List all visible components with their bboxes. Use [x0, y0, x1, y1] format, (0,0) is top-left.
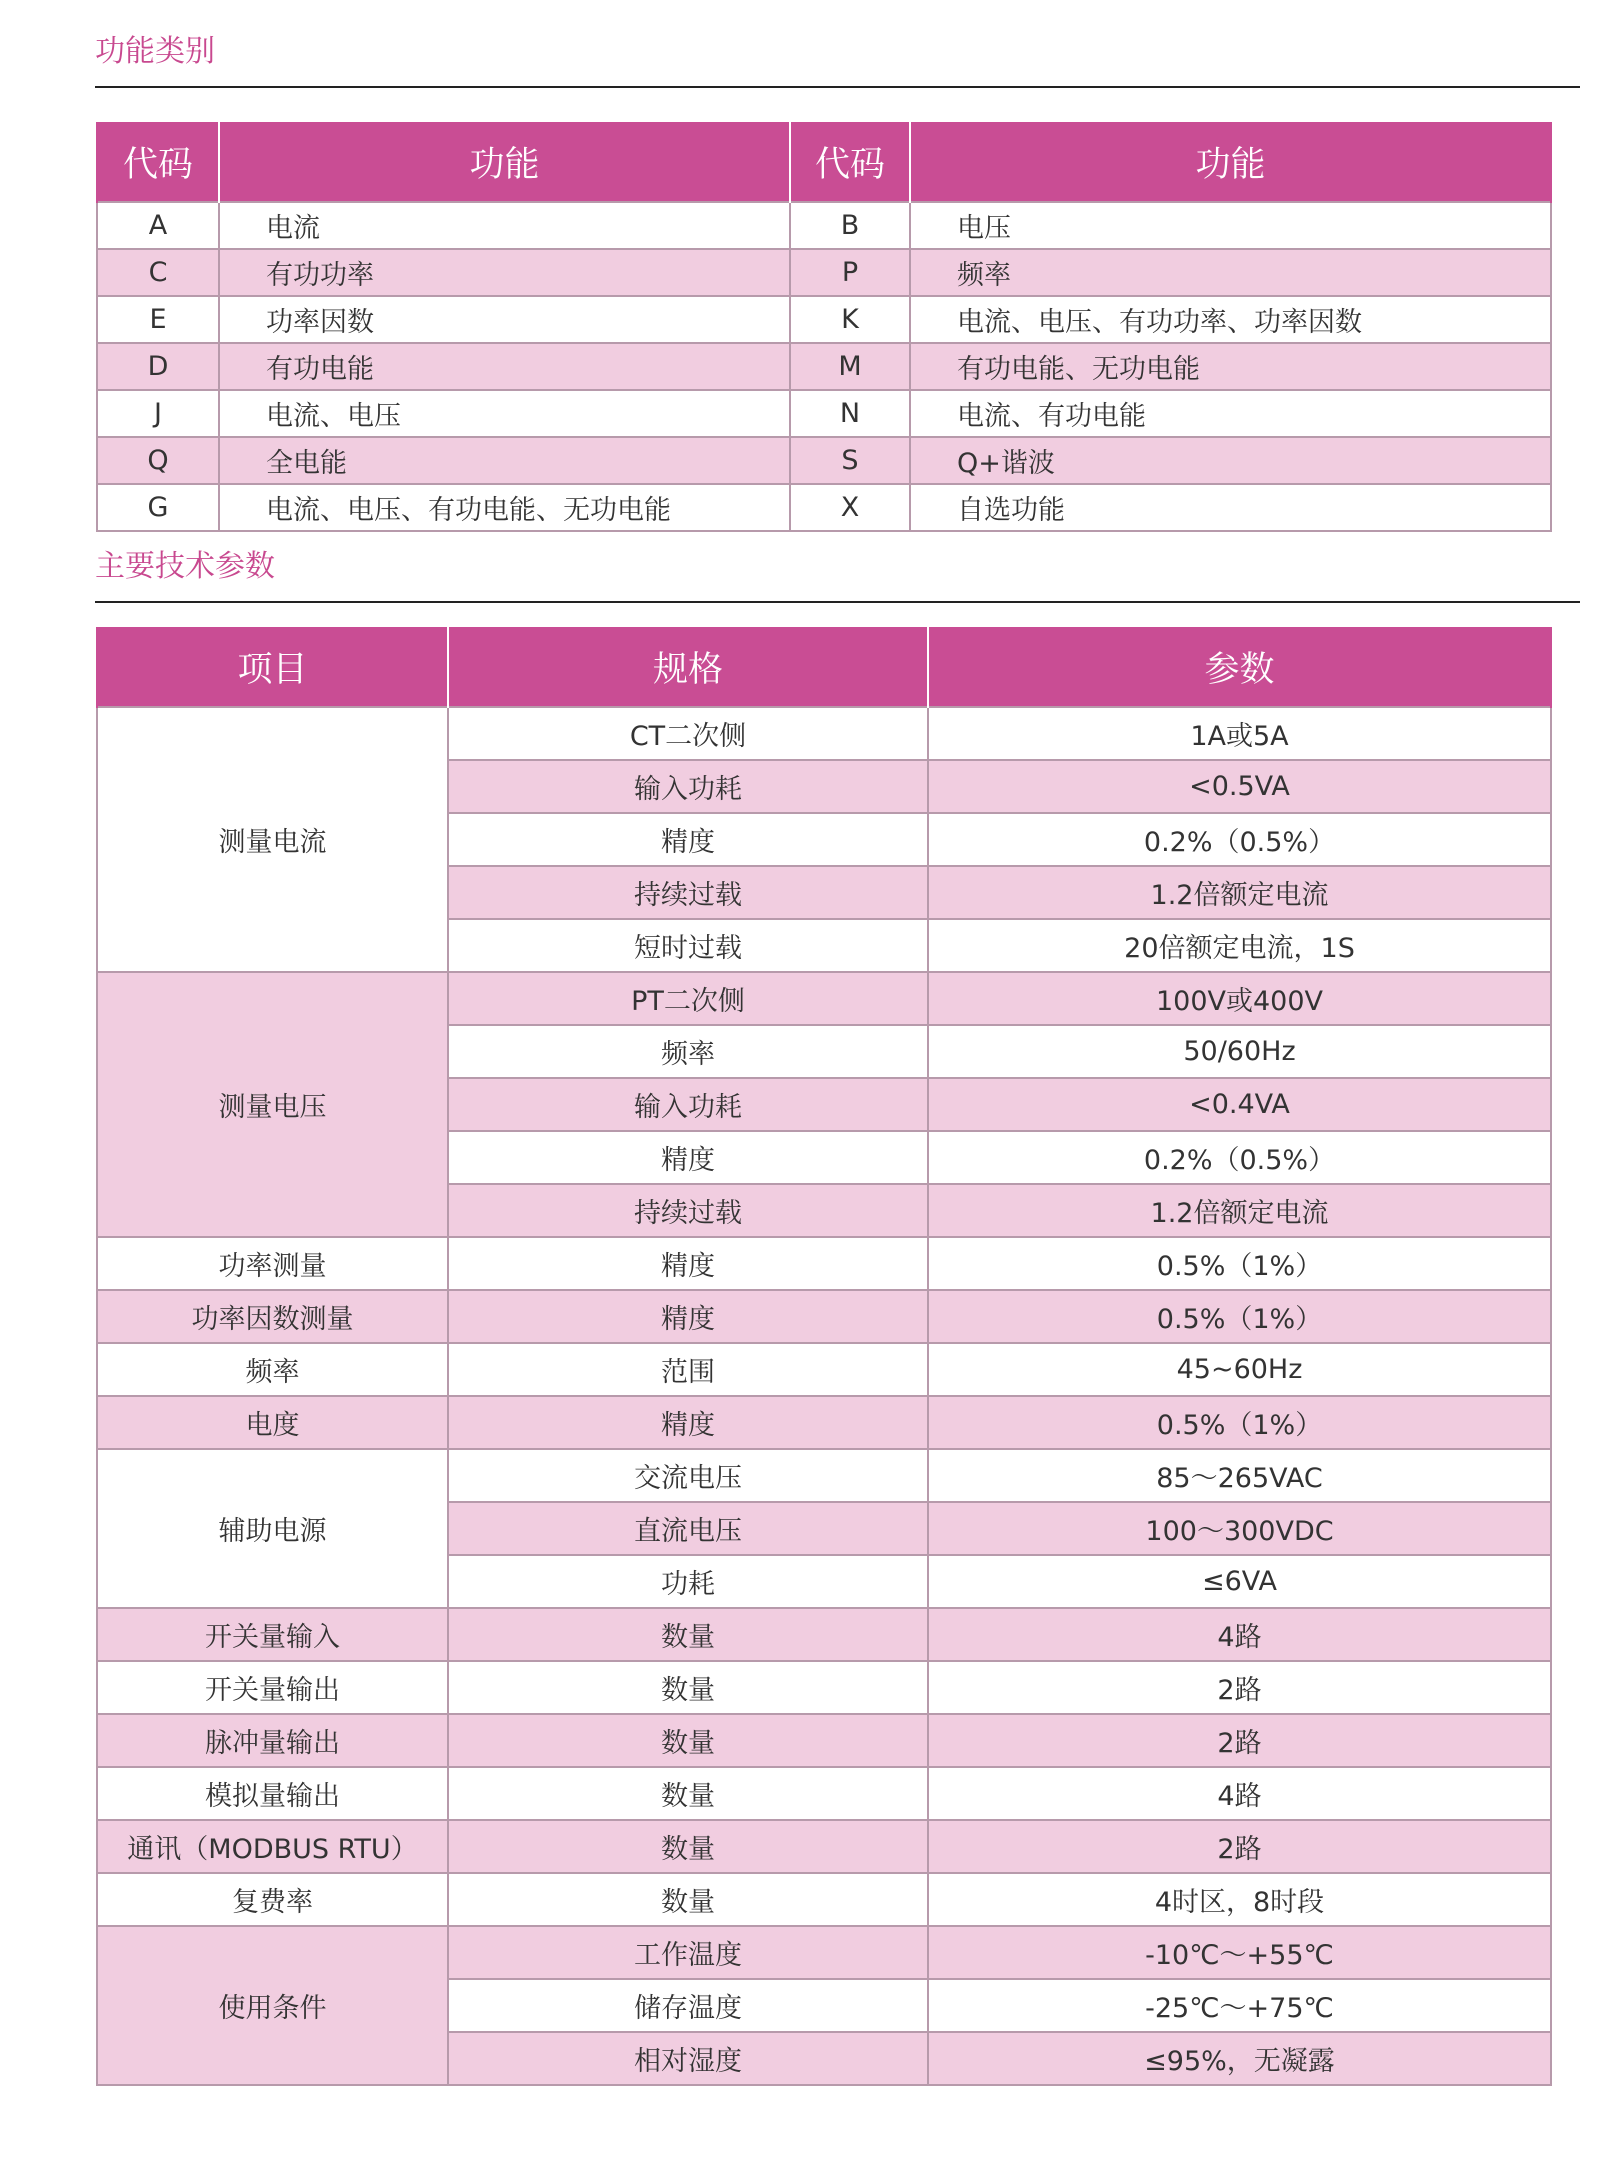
item-cell: 测量电压 — [97, 972, 448, 1237]
header-item: 项目 — [97, 627, 448, 707]
table-row — [97, 707, 1551, 760]
table-row — [97, 1767, 1551, 1820]
value-cell: -10℃～+55℃ — [928, 1926, 1551, 1979]
item-cell: 使用条件 — [97, 1926, 448, 2085]
item-cell: 频率 — [97, 1343, 448, 1396]
function-cell: 功率因数 — [219, 296, 790, 343]
spec-cell: 精度 — [448, 1237, 928, 1290]
code-cell: B — [790, 202, 910, 249]
table-row — [97, 437, 1551, 484]
spec-cell: 相对湿度 — [448, 2032, 928, 2085]
spec-cell: 精度 — [448, 813, 928, 866]
spec-cell: 直流电压 — [448, 1502, 928, 1555]
table-row — [97, 296, 1551, 343]
code-cell: K — [790, 296, 910, 343]
header-code: 代码 — [790, 122, 910, 202]
spec-cell: 数量 — [448, 1661, 928, 1714]
function-cell: 全电能 — [219, 437, 790, 484]
item-cell: 开关量输出 — [97, 1661, 448, 1714]
spec-cell: 数量 — [448, 1820, 928, 1873]
table-row — [97, 1714, 1551, 1767]
table-row — [97, 202, 1551, 249]
code-cell: G — [97, 484, 219, 531]
spec-cell: 精度 — [448, 1131, 928, 1184]
spec-cell: 数量 — [448, 1767, 928, 1820]
value-cell: 4时区，8时段 — [928, 1873, 1551, 1926]
value-cell: 0.2%（0.5%） — [928, 813, 1551, 866]
function-cell: 电流、电压、有功功率、功率因数 — [910, 296, 1551, 343]
item-cell: 电度 — [97, 1396, 448, 1449]
item-cell: 辅助电源 — [97, 1449, 448, 1608]
function-cell: 自选功能 — [910, 484, 1551, 531]
item-cell: 功率因数测量 — [97, 1290, 448, 1343]
value-cell: <0.4VA — [928, 1078, 1551, 1131]
table-row — [97, 1396, 1551, 1449]
function-cell: 有功功率 — [219, 249, 790, 296]
tech-params-table — [96, 627, 1552, 2086]
header-function: 功能 — [219, 122, 790, 202]
code-cell: A — [97, 202, 219, 249]
value-cell: 45~60Hz — [928, 1343, 1551, 1396]
item-cell: 脉冲量输出 — [97, 1714, 448, 1767]
section-divider — [95, 86, 1580, 88]
function-category-table — [96, 122, 1552, 532]
spec-cell: 范围 — [448, 1343, 928, 1396]
table-row — [97, 343, 1551, 390]
value-cell: 0.5%（1%） — [928, 1290, 1551, 1343]
header-spec: 规格 — [448, 627, 928, 707]
table-row — [97, 972, 1551, 1025]
spec-cell: 频率 — [448, 1025, 928, 1078]
spec-cell: 数量 — [448, 1714, 928, 1767]
code-cell: X — [790, 484, 910, 531]
value-cell: 100V或400V — [928, 972, 1551, 1025]
item-cell: 测量电流 — [97, 707, 448, 972]
item-cell: 模拟量输出 — [97, 1767, 448, 1820]
function-cell: 电流、有功电能 — [910, 390, 1551, 437]
header-value: 参数 — [928, 627, 1551, 707]
spec-cell: 数量 — [448, 1873, 928, 1926]
code-cell: Q — [97, 437, 219, 484]
function-cell: 电压 — [910, 202, 1551, 249]
spec-cell: 功耗 — [448, 1555, 928, 1608]
table-row — [97, 1608, 1551, 1661]
spec-cell: 交流电压 — [448, 1449, 928, 1502]
table-row — [97, 1661, 1551, 1714]
function-cell: 频率 — [910, 249, 1551, 296]
code-cell: P — [790, 249, 910, 296]
function-cell: 电流 — [219, 202, 790, 249]
value-cell: 2路 — [928, 1661, 1551, 1714]
table-row — [97, 484, 1551, 531]
tech-params-title: 主要技术参数 — [95, 549, 275, 584]
item-cell: 开关量输入 — [97, 1608, 448, 1661]
value-cell: 85～265VAC — [928, 1449, 1551, 1502]
value-cell: -25℃～+75℃ — [928, 1979, 1551, 2032]
value-cell: 2路 — [928, 1820, 1551, 1873]
table-header-row — [97, 122, 1551, 202]
section-divider — [95, 601, 1580, 603]
value-cell: ≤6VA — [928, 1555, 1551, 1608]
value-cell: 2路 — [928, 1714, 1551, 1767]
table-row — [97, 1873, 1551, 1926]
spec-cell: 输入功耗 — [448, 760, 928, 813]
value-cell: 4路 — [928, 1608, 1551, 1661]
function-cell: 有功电能、无功电能 — [910, 343, 1551, 390]
item-cell: 通讯（MODBUS RTU） — [97, 1820, 448, 1873]
value-cell: 1.2倍额定电流 — [928, 1184, 1551, 1237]
spec-cell: 数量 — [448, 1608, 928, 1661]
table-row — [97, 1820, 1551, 1873]
spec-cell: CT二次侧 — [448, 707, 928, 760]
table-row — [97, 1343, 1551, 1396]
code-cell: N — [790, 390, 910, 437]
function-cell: 有功电能 — [219, 343, 790, 390]
value-cell: ≤95%，无凝露 — [928, 2032, 1551, 2085]
function-cell: 电流、电压、有功电能、无功电能 — [219, 484, 790, 531]
value-cell: 100～300VDC — [928, 1502, 1551, 1555]
table-row — [97, 249, 1551, 296]
value-cell: 20倍额定电流，1S — [928, 919, 1551, 972]
spec-cell: 储存温度 — [448, 1979, 928, 2032]
value-cell: 1A或5A — [928, 707, 1551, 760]
value-cell: 4路 — [928, 1767, 1551, 1820]
table-row — [97, 1926, 1551, 1979]
value-cell: 50/60Hz — [928, 1025, 1551, 1078]
code-cell: D — [97, 343, 219, 390]
table-row — [97, 1290, 1551, 1343]
code-cell: M — [790, 343, 910, 390]
code-cell: E — [97, 296, 219, 343]
code-cell: J — [97, 390, 219, 437]
value-cell: 1.2倍额定电流 — [928, 866, 1551, 919]
value-cell: 0.5%（1%） — [928, 1396, 1551, 1449]
function-cell: Q+谐波 — [910, 437, 1551, 484]
header-function: 功能 — [910, 122, 1551, 202]
item-cell: 复费率 — [97, 1873, 448, 1926]
code-cell: C — [97, 249, 219, 296]
spec-cell: 持续过载 — [448, 1184, 928, 1237]
item-cell: 功率测量 — [97, 1237, 448, 1290]
function-cell: 电流、电压 — [219, 390, 790, 437]
header-code: 代码 — [97, 122, 219, 202]
value-cell: 0.5%（1%） — [928, 1237, 1551, 1290]
value-cell: <0.5VA — [928, 760, 1551, 813]
spec-cell: PT二次侧 — [448, 972, 928, 1025]
table-row — [97, 1237, 1551, 1290]
table-row — [97, 390, 1551, 437]
table-header-row — [97, 627, 1551, 707]
spec-cell: 短时过载 — [448, 919, 928, 972]
spec-cell: 持续过载 — [448, 866, 928, 919]
code-cell: S — [790, 437, 910, 484]
spec-cell: 精度 — [448, 1290, 928, 1343]
spec-cell: 工作温度 — [448, 1926, 928, 1979]
value-cell: 0.2%（0.5%） — [928, 1131, 1551, 1184]
spec-cell: 输入功耗 — [448, 1078, 928, 1131]
spec-cell: 精度 — [448, 1396, 928, 1449]
function-category-title: 功能类别 — [95, 34, 215, 69]
table-row — [97, 1449, 1551, 1502]
